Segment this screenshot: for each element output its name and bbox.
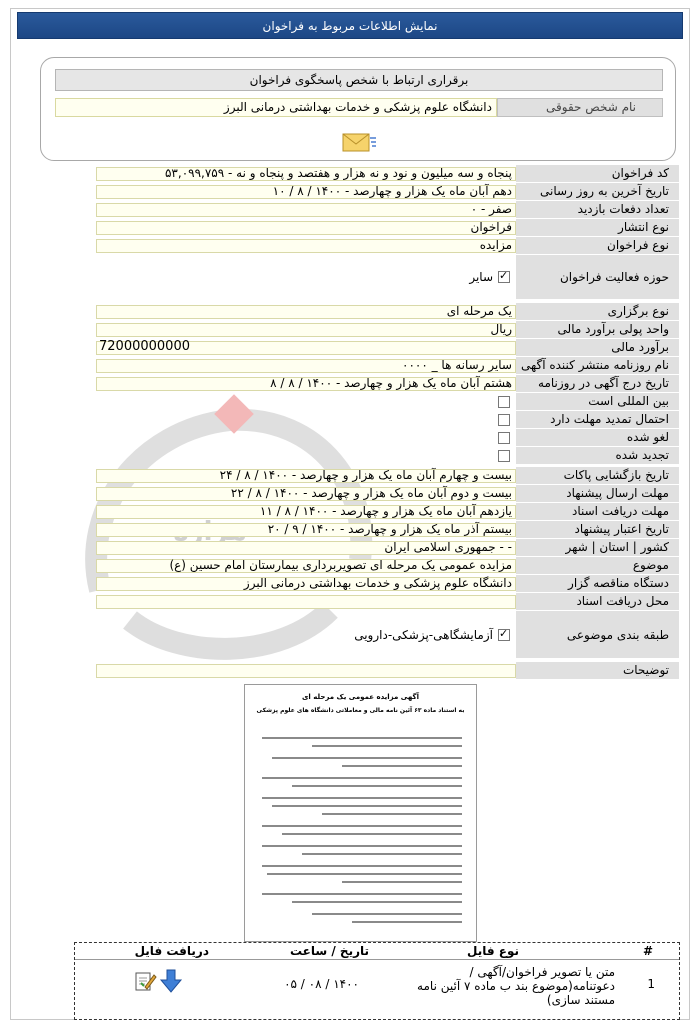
label-estimate: برآورد مالی	[516, 339, 679, 357]
table-row	[75, 961, 679, 1019]
download-icon[interactable]	[159, 968, 183, 994]
label-visits: تعداد دفعات بازدید	[516, 201, 679, 219]
checkbox-international[interactable]	[498, 396, 510, 408]
contact-header: برقراری ارتباط با شخص پاسخگوی فراخوان	[55, 69, 663, 91]
label-international: بین المللی است	[516, 393, 679, 411]
contact-panel	[40, 57, 676, 161]
checkbox-extension[interactable]	[498, 414, 510, 426]
envelope-icon	[339, 126, 379, 156]
label-description: توضیحات	[516, 662, 679, 680]
row-category	[96, 611, 679, 659]
label-last-update: تاریخ آخرین به روز رسانی	[516, 183, 679, 201]
label-submit-deadline: مهلت ارسال پیشنهاد	[516, 485, 679, 503]
label-extension: احتمال تمدید مهلت دارد	[516, 411, 679, 429]
row-visits	[96, 201, 679, 219]
col-file-type: نوع فایل	[467, 944, 519, 958]
call-document-preview[interactable]	[244, 684, 477, 942]
value-estimate: 72000000000	[96, 341, 516, 355]
value-doc-place	[96, 595, 516, 609]
row-extension	[96, 411, 679, 429]
label-publish-type: نوع انتشار	[516, 219, 679, 237]
row-doc-place	[96, 593, 679, 611]
files-table	[74, 942, 680, 1020]
row-validity-date	[96, 521, 679, 539]
label-organizer: دستگاه مناقصه گزار	[516, 575, 679, 593]
value-opening-date: ۲۴ / ۸ / ۱۴۰۰ - بیست و چهارم آبان ماه یک هزار و چهارصد	[96, 469, 516, 483]
value-submit-deadline: ۲۲ / ۸ / ۱۴۰۰ - بیست و دوم آبان ماه یک هزار و چهارصد	[96, 487, 516, 501]
checkbox-category-label: آزمایشگاهی-پزشکی-دارویی	[354, 628, 493, 642]
value-last-update: ۱۰ / ۸ / ۱۴۰۰ - دهم آبان ماه یک هزار و چهارصد	[96, 185, 516, 199]
row-opening-date	[96, 467, 679, 485]
row-last-update	[96, 183, 679, 201]
value-newspaper: سایر رسانه ها _ ۰۰۰۰	[96, 359, 516, 373]
row-activity-scope	[96, 255, 679, 300]
value-subject: مزایده عمومی یک مرحله ای تصویربرداری بیمارستان امام حسین (ع)	[96, 559, 516, 573]
edit-icon[interactable]	[133, 969, 157, 993]
value-publish-type: فراخوان	[96, 221, 516, 235]
value-currency: ریال	[96, 323, 516, 337]
row-publish-type	[96, 219, 679, 237]
legal-entity-value: دانشگاه علوم پزشکی و خدمات بهداشتی درمانی البرز	[55, 98, 497, 117]
row-date: ۰۵ / ۰۸ / ۱۴۰۰	[284, 977, 359, 991]
col-download: دریافت فایل	[134, 944, 209, 958]
label-renewed: تجدید شده	[516, 447, 679, 465]
value-call-type: مزایده	[96, 239, 516, 253]
window-title: نمایش اطلاعات مربوط به فراخوان	[17, 12, 683, 39]
value-newspaper-date: ۸ / ۸ / ۱۴۰۰ - هشتم آبان ماه یک هزار و چهارصد	[96, 377, 516, 391]
row-index: 1	[647, 977, 655, 991]
row-submit-deadline	[96, 485, 679, 503]
value-organizer: دانشگاه علوم پزشکی و خدمات بهداشتی درمانی البرز	[96, 577, 516, 591]
row-newspaper	[96, 357, 679, 375]
label-hold-type: نوع برگزاری	[516, 303, 679, 321]
row-hold-type	[96, 303, 679, 321]
value-visits: ۰ - صفر	[96, 203, 516, 217]
label-activity-scope: حوزه فعالیت فراخوان	[516, 255, 679, 300]
row-file-type: متن یا تصویر فراخوان/آگهی /دعوتنامه(موضوع بند ب ماده ۷ آئین نامه مستند سازی)	[417, 965, 615, 1007]
checkbox-activity-other[interactable]	[498, 271, 510, 283]
files-table-header	[75, 943, 679, 960]
checkbox-renewed[interactable]	[498, 450, 510, 462]
row-renewed	[96, 447, 679, 465]
row-description	[96, 662, 679, 680]
value-description	[96, 664, 516, 678]
row-location	[96, 539, 679, 557]
doc-preview-subtitle: به استناد ماده ۶۳ آئین نامه مالی و معاملاتی دانشگاه های علوم پزشکی	[256, 707, 465, 714]
doc-preview-title: آگهی مزایده عمومی یک مرحله ای	[302, 693, 419, 701]
value-doc-deadline: ۱۱ / ۸ / ۱۴۰۰ - یازدهم آبان ماه یک هزار و چهارصد	[96, 505, 516, 519]
row-currency	[96, 321, 679, 339]
value-code: ۵۳,۰۹۹,۷۵۹ - پنجاه و سه میلیون و نود و نه هزار و هفتصد و پنجاه و نه	[96, 167, 516, 181]
row-newspaper-date	[96, 375, 679, 393]
label-call-type: نوع فراخوان	[516, 237, 679, 255]
checkbox-cancelled[interactable]	[498, 432, 510, 444]
label-location: کشور | استان | شهر	[516, 539, 679, 557]
label-validity-date: تاریخ اعتبار پیشنهاد	[516, 521, 679, 539]
value-location: جمهوری اسلامی ایران - -	[96, 541, 516, 555]
value-validity-date: ۲۰ / ۹ / ۱۴۰۰ - بیستم آذر ماه یک هزار و چهارصد	[96, 523, 516, 537]
row-estimate	[96, 339, 679, 357]
label-category: طبقه بندی موضوعی	[516, 611, 679, 659]
legal-entity-label: نام شخص حقوقی	[497, 98, 663, 117]
contact-mail-button[interactable]	[339, 126, 379, 156]
label-doc-place: محل دریافت اسناد	[516, 593, 679, 611]
row-call-type	[96, 237, 679, 255]
row-organizer	[96, 575, 679, 593]
row-international	[96, 393, 679, 411]
label-currency: واحد پولی برآورد مالی	[516, 321, 679, 339]
row-subject	[96, 557, 679, 575]
col-index: #	[642, 944, 653, 958]
row-code	[96, 165, 679, 183]
label-doc-deadline: مهلت دریافت اسناد	[516, 503, 679, 521]
col-date: تاریخ / ساعت	[289, 944, 369, 958]
label-newspaper: نام روزنامه منتشر کننده آگهی	[516, 357, 679, 375]
row-doc-deadline	[96, 503, 679, 521]
row-cancelled	[96, 429, 679, 447]
value-hold-type: یک مرحله ای	[96, 305, 516, 319]
checkbox-category-lab-medical[interactable]	[498, 629, 510, 641]
label-newspaper-date: تاریخ درج آگهی در روزنامه	[516, 375, 679, 393]
label-code: کد فراخوان	[516, 165, 679, 183]
label-cancelled: لغو شده	[516, 429, 679, 447]
checkbox-activity-other-label: سایر	[469, 270, 493, 284]
label-opening-date: تاریخ بازگشایی پاکات	[516, 467, 679, 485]
label-subject: موضوع	[516, 557, 679, 575]
